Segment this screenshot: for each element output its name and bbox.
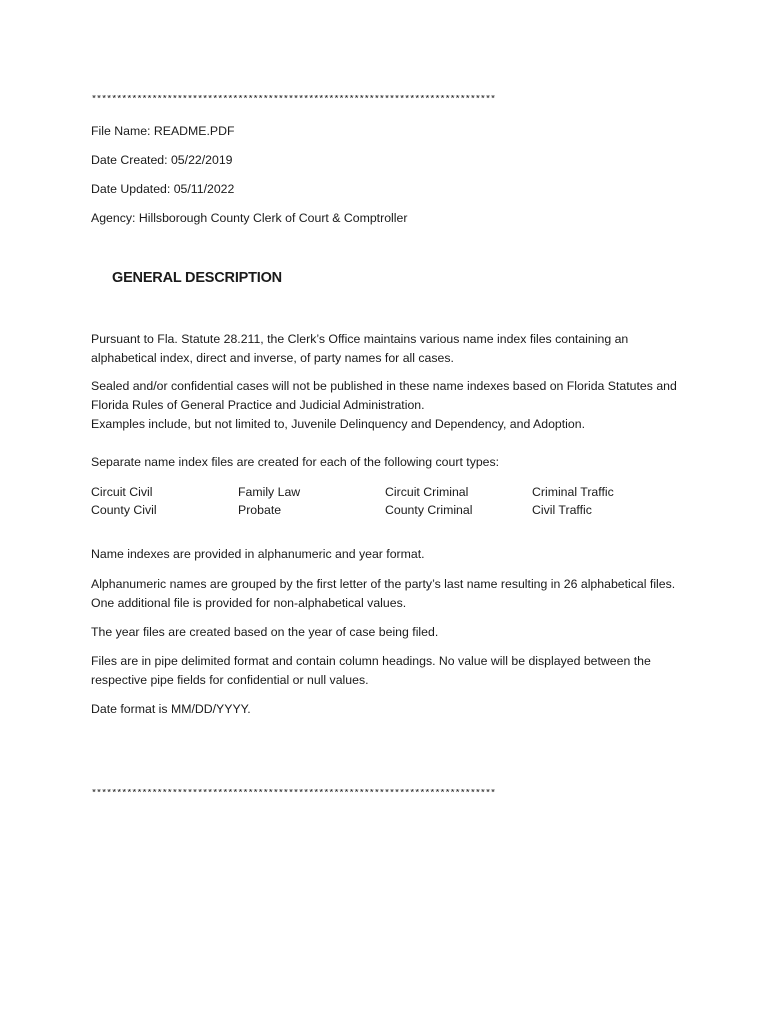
court-type-cell: Civil Traffic: [532, 503, 592, 517]
file-name-line: File Name: README.PDF: [91, 124, 235, 138]
court-type-cell: Circuit Civil: [91, 485, 153, 499]
separator-bottom: ********************************************************************************: [91, 789, 496, 800]
year-files-paragraph: The year files are created based on the year of case being filed.: [91, 625, 439, 639]
date-updated-line: Date Updated: 05/11/2022: [91, 182, 235, 196]
separator-top: ********************************************************************************: [91, 95, 496, 106]
section-title: GENERAL DESCRIPTION: [112, 270, 282, 286]
court-type-cell: County Criminal: [385, 503, 473, 517]
alphanumeric-paragraph: Alphanumeric names are grouped by the first letter of the party’s last name resulting in 26 alphabetical files. One additional file is provided for non-alphabetical values.: [91, 577, 676, 610]
pipe-format-paragraph: Files are in pipe delimited format and contain column headings. No value will be displayed between the respective pipe fields for confidential or null values.: [91, 654, 651, 687]
date-format-paragraph: Date format is MM/DD/YYYY.: [91, 702, 251, 716]
date-created-line: Date Created: 05/22/2019: [91, 153, 233, 167]
court-type-cell: Probate: [238, 503, 282, 517]
formats-paragraph: Name indexes are provided in alphanumeric and year format.: [91, 547, 425, 561]
agency-line: Agency: Hillsborough County Clerk of Court & Comptroller: [91, 211, 408, 225]
court-type-cell: County Civil: [91, 503, 157, 517]
court-type-cell: Family Law: [238, 485, 301, 499]
court-type-cell: Circuit Criminal: [385, 485, 469, 499]
court-type-cell: Criminal Traffic: [532, 485, 614, 499]
examples-paragraph: Examples include, but not limited to, Juvenile Delinquency and Dependency, and Adoption.: [91, 417, 586, 431]
court-types-intro: Separate name index files are created for each of the following court types:: [91, 455, 500, 469]
statute-paragraph: Pursuant to Fla. Statute 28.211, the Clerk’s Office maintains various name index files containing an alphabetical index, direct and inverse, of party names for all cases.: [91, 332, 629, 365]
sealed-paragraph: Sealed and/or confidential cases will not be published in these name indexes based on Florida Statutes and Florida Rules of General Practice and Judicial Administration.: [91, 379, 677, 412]
